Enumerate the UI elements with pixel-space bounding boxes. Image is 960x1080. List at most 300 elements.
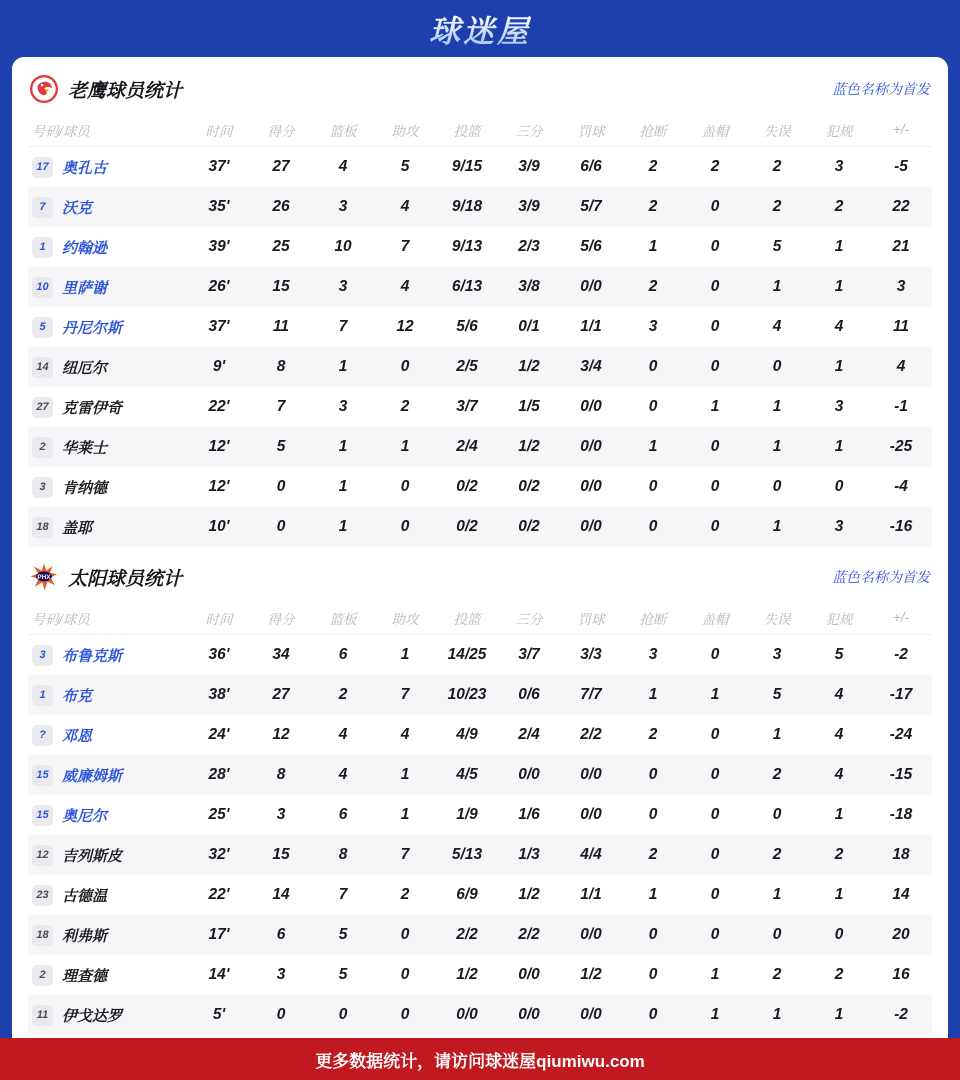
stat-value: -2	[894, 1006, 908, 1023]
player-name[interactable]: 盖耶	[62, 519, 93, 537]
column-header: 罚球	[577, 611, 605, 627]
stat-value: -5	[894, 158, 908, 175]
player-row[interactable]	[28, 347, 932, 387]
stat-value: 3/7	[456, 398, 478, 415]
stat-value: 0/2	[518, 478, 540, 495]
stat-value: 36'	[208, 646, 230, 663]
stat-value: 9/18	[451, 198, 483, 215]
player-name[interactable]: 里萨谢	[62, 279, 108, 297]
column-header: +/-	[892, 610, 910, 625]
stat-value: 4/5	[456, 766, 478, 783]
stat-value: 10'	[208, 518, 230, 535]
stat-value: 1	[834, 1006, 844, 1023]
player-cell[interactable]	[28, 685, 188, 706]
jersey-number-badge: 27	[32, 397, 53, 418]
jersey-number-badge: 7	[32, 197, 53, 218]
jersey-number-badge: 11	[32, 1005, 53, 1026]
stat-value: 2/3	[518, 238, 540, 255]
stat-value: 2	[772, 966, 782, 983]
stat-value: 4	[400, 278, 410, 295]
player-name[interactable]: 古德温	[62, 887, 108, 905]
player-row[interactable]	[28, 755, 932, 795]
stat-value: 0	[400, 966, 410, 983]
stat-value: 5/13	[451, 846, 483, 863]
jersey-number-badge: 18	[32, 517, 53, 538]
stat-value: 1/3	[518, 846, 540, 863]
column-header: 抢断	[639, 123, 667, 139]
stat-value: 12'	[208, 438, 230, 455]
stat-value: 0	[648, 766, 658, 783]
stat-value: 1	[710, 1006, 720, 1023]
stat-value: -16	[889, 518, 913, 535]
player-name[interactable]: 布克	[62, 687, 93, 705]
hawks-section-title: 老鹰球员统计	[68, 80, 183, 102]
player-cell[interactable]	[28, 1005, 188, 1026]
stat-value: 22'	[208, 398, 230, 415]
player-name[interactable]: 威廉姆斯	[62, 767, 123, 785]
starter-legend: 蓝色名称为首发	[832, 569, 930, 585]
stat-value: 0/2	[456, 518, 478, 535]
stat-value: 8	[338, 846, 348, 863]
site-logo: 球迷屋	[429, 6, 531, 51]
player-name[interactable]: 奥尼尔	[62, 807, 108, 825]
player-name[interactable]: 丹尼尔斯	[62, 319, 123, 337]
stat-value: 5/6	[580, 238, 602, 255]
stat-value: 1	[834, 358, 844, 375]
stat-value: -18	[889, 806, 913, 823]
stat-value: 11	[892, 318, 910, 335]
stat-value: 0	[772, 926, 782, 943]
jersey-number-badge: 14	[32, 357, 53, 378]
stat-value: 4	[400, 198, 410, 215]
player-cell[interactable]	[28, 925, 188, 946]
stat-value: 0/0	[580, 518, 602, 535]
player-cell[interactable]	[28, 477, 188, 498]
column-header: 三分	[515, 611, 543, 627]
hawks-section-header	[28, 59, 932, 113]
stat-value: 0	[400, 478, 410, 495]
player-name[interactable]: 理查德	[62, 967, 108, 985]
stat-value: 1	[772, 518, 782, 535]
stat-value: 5/7	[580, 198, 602, 215]
player-name[interactable]: 约翰逊	[62, 239, 108, 257]
column-header: 失误	[763, 123, 791, 139]
stat-value: 3	[338, 198, 348, 215]
player-name[interactable]: 纽厄尔	[62, 359, 108, 377]
stat-value: 3	[834, 398, 844, 415]
stat-value: 5	[772, 686, 782, 703]
stat-value: 2	[400, 398, 410, 415]
stat-value: 7	[338, 318, 348, 335]
stat-value: 2/2	[456, 926, 478, 943]
jersey-number-badge: 17	[32, 157, 53, 178]
column-header: 号码/球员	[32, 611, 90, 627]
stat-value: 0	[648, 398, 658, 415]
stat-value: -1	[894, 398, 908, 415]
column-header-row	[28, 601, 932, 635]
player-name[interactable]: 奥孔古	[62, 159, 108, 177]
stat-value: 4/9	[456, 726, 478, 743]
stat-value: 27	[272, 158, 290, 175]
stat-value: -2	[894, 646, 908, 663]
stat-value: 37'	[208, 158, 230, 175]
jersey-number-badge: ?	[32, 725, 53, 746]
stat-value: 9'	[212, 358, 226, 375]
footer-bar	[0, 1038, 960, 1080]
player-cell[interactable]	[28, 645, 188, 666]
player-cell[interactable]	[28, 197, 188, 218]
stat-value: 35'	[208, 198, 230, 215]
player-row[interactable]	[28, 835, 932, 875]
stat-value: 0/0	[580, 806, 602, 823]
stat-value: 3/9	[518, 198, 540, 215]
stat-value: 8	[276, 766, 286, 783]
player-row[interactable]	[28, 715, 932, 755]
stats-card	[12, 57, 948, 1038]
column-header: 罚球	[577, 123, 605, 139]
stat-value: -25	[889, 438, 913, 455]
hawks-stats-section	[28, 59, 932, 547]
stat-value: 14	[272, 886, 290, 903]
player-name[interactable]: 克雷伊奇	[62, 399, 123, 417]
stat-value: 4	[772, 318, 782, 335]
stat-value: 1	[338, 438, 348, 455]
stat-value: 37'	[208, 318, 230, 335]
jersey-number-badge: 15	[32, 805, 53, 826]
column-header: 投篮	[453, 611, 481, 627]
stat-value: 1	[710, 686, 720, 703]
stat-value: 2/4	[518, 726, 540, 743]
stat-value: 5'	[212, 1006, 226, 1023]
stat-value: 3/7	[518, 646, 540, 663]
stat-value: 5	[400, 158, 410, 175]
player-row[interactable]	[28, 307, 932, 347]
player-name[interactable]: 吉列斯皮	[62, 847, 123, 865]
stat-value: 17'	[208, 926, 230, 943]
stat-value: 26'	[208, 278, 230, 295]
stat-value: 1	[772, 726, 782, 743]
player-cell[interactable]	[28, 765, 188, 786]
player-row[interactable]	[28, 995, 932, 1035]
stat-value: 2	[772, 158, 782, 175]
stat-value: 32'	[208, 846, 230, 863]
stat-value: 9/15	[451, 158, 483, 175]
stat-value: 1	[710, 398, 720, 415]
player-row[interactable]	[28, 227, 932, 267]
player-cell[interactable]	[28, 965, 188, 986]
stat-value: 20	[892, 926, 910, 943]
player-cell[interactable]	[28, 237, 188, 258]
stat-value: 3	[834, 518, 844, 535]
stat-value: 7	[400, 238, 410, 255]
player-cell[interactable]	[28, 805, 188, 826]
stat-value: 2	[400, 886, 410, 903]
stat-value: 6/9	[456, 886, 478, 903]
player-name[interactable]: 肯纳德	[62, 479, 108, 497]
stat-value: 0	[710, 438, 720, 455]
stat-value: 0	[276, 518, 286, 535]
stat-value: 2	[648, 846, 658, 863]
stat-value: 1/2	[518, 438, 540, 455]
stat-value: 1	[772, 438, 782, 455]
stat-value: 2	[834, 846, 844, 863]
player-row[interactable]	[28, 915, 932, 955]
stat-value: 1	[772, 278, 782, 295]
player-cell[interactable]	[28, 357, 188, 378]
column-header: 抢断	[639, 611, 667, 627]
stat-value: 1	[772, 398, 782, 415]
stat-value: 2	[710, 158, 720, 175]
stat-value: 0	[648, 926, 658, 943]
player-row[interactable]	[28, 675, 932, 715]
stat-value: 0	[648, 1006, 658, 1023]
stat-value: 0	[338, 1006, 348, 1023]
stat-value: 1	[834, 886, 844, 903]
stat-value: 5	[338, 926, 348, 943]
player-name[interactable]: 沃克	[62, 199, 93, 217]
player-row[interactable]	[28, 875, 932, 915]
player-row[interactable]	[28, 507, 932, 547]
player-row[interactable]	[28, 187, 932, 227]
jersey-number-badge: 2	[32, 965, 53, 986]
stat-value: 6	[276, 926, 286, 943]
stat-value: 25	[272, 238, 290, 255]
column-header: 得分	[267, 123, 295, 139]
jersey-number-badge: 1	[32, 685, 53, 706]
stat-value: 7	[276, 398, 286, 415]
stat-value: 14	[892, 886, 910, 903]
player-row[interactable]	[28, 467, 932, 507]
stat-value: 1	[338, 358, 348, 375]
stat-value: 1/2	[580, 966, 602, 983]
stat-value: 0	[710, 886, 720, 903]
stat-value: 3	[276, 966, 286, 983]
stat-value: 1	[710, 966, 720, 983]
stat-value: 34	[272, 646, 290, 663]
player-row[interactable]	[28, 635, 932, 675]
stat-value: 0/0	[580, 766, 602, 783]
player-row[interactable]	[28, 147, 932, 187]
jersey-number-badge: 23	[32, 885, 53, 906]
stat-value: 2	[648, 198, 658, 215]
stat-value: 3	[834, 158, 844, 175]
stat-value: 1/6	[518, 806, 540, 823]
player-name[interactable]: 邓恩	[62, 727, 93, 745]
stat-value: 2	[772, 846, 782, 863]
player-cell[interactable]	[28, 437, 188, 458]
stat-value: 0	[710, 726, 720, 743]
stat-value: 1	[338, 518, 348, 535]
stat-value: 10/23	[447, 686, 487, 703]
player-name[interactable]: 利弗斯	[62, 927, 108, 945]
stat-value: 3	[276, 806, 286, 823]
player-cell[interactable]	[28, 317, 188, 338]
stat-value: 1	[648, 886, 658, 903]
stat-value: 12	[396, 318, 414, 335]
stat-value: 16	[892, 966, 910, 983]
player-name[interactable]: 华莱士	[62, 439, 108, 457]
stat-value: 2/5	[456, 358, 478, 375]
stat-value: 26	[272, 198, 290, 215]
stat-value: -17	[889, 686, 913, 703]
player-row[interactable]	[28, 795, 932, 835]
column-header: 得分	[267, 611, 295, 627]
stat-value: 1	[772, 1006, 782, 1023]
stat-value: 3	[648, 646, 658, 663]
stat-value: 7	[338, 886, 348, 903]
stat-value: 0/0	[518, 766, 540, 783]
stat-value: 21	[892, 238, 910, 255]
stat-value: 7	[400, 846, 410, 863]
stat-value: 0	[710, 238, 720, 255]
stat-value: 1/1	[580, 886, 602, 903]
stat-value: 1	[648, 438, 658, 455]
stat-value: 5	[276, 438, 286, 455]
player-row[interactable]	[28, 267, 932, 307]
suns-logo-icon	[30, 563, 58, 591]
stat-value: 10	[334, 238, 352, 255]
stat-value: 1	[648, 686, 658, 703]
player-cell[interactable]	[28, 157, 188, 178]
stat-value: 0/0	[580, 926, 602, 943]
stat-value: 1/2	[456, 966, 478, 983]
stat-value: 0/0	[580, 438, 602, 455]
stat-value: 4/4	[580, 846, 602, 863]
player-cell[interactable]	[28, 725, 188, 746]
stat-value: 2	[834, 198, 844, 215]
stat-value: 0	[648, 518, 658, 535]
player-name[interactable]: 布鲁克斯	[62, 647, 123, 665]
stat-value: 2	[772, 198, 782, 215]
column-header: 盖帽	[701, 123, 729, 139]
stat-value: 1	[400, 646, 410, 663]
player-cell[interactable]	[28, 397, 188, 418]
column-header: 助攻	[391, 611, 419, 627]
stat-value: 15	[272, 278, 290, 295]
column-header: 时间	[205, 123, 233, 139]
column-header: 三分	[515, 123, 543, 139]
stat-value: 24'	[208, 726, 230, 743]
column-header: 时间	[205, 611, 233, 627]
stat-value: 0	[710, 766, 720, 783]
stat-value: 0	[710, 806, 720, 823]
stat-value: 4	[400, 726, 410, 743]
stat-value: 1	[400, 438, 410, 455]
jersey-number-badge: 3	[32, 645, 53, 666]
svg-text:PHX: PHX	[37, 573, 51, 581]
column-header: 号码/球员	[32, 123, 90, 139]
stat-value: 5	[834, 646, 844, 663]
stat-value: 0	[710, 518, 720, 535]
jersey-number-badge: 18	[32, 925, 53, 946]
player-cell[interactable]	[28, 277, 188, 298]
stat-value: 1/1	[580, 318, 602, 335]
stat-value: -15	[889, 766, 913, 783]
stat-value: 0	[710, 318, 720, 335]
stat-value: 0	[710, 278, 720, 295]
stat-value: 0	[400, 518, 410, 535]
stat-value: 12	[272, 726, 290, 743]
stat-value: 0	[648, 478, 658, 495]
suns-stats-section	[28, 547, 932, 1035]
stat-value: 6	[338, 646, 348, 663]
stat-value: 15	[272, 846, 290, 863]
player-row[interactable]	[28, 955, 932, 995]
stat-value: 0	[648, 806, 658, 823]
column-header: 篮板	[329, 123, 357, 139]
suns-section-header	[28, 547, 932, 601]
jersey-number-badge: 15	[32, 765, 53, 786]
stat-value: 6/13	[451, 278, 483, 295]
stat-value: 1	[400, 766, 410, 783]
stat-value: 0/2	[456, 478, 478, 495]
stat-value: 0	[772, 358, 782, 375]
player-cell[interactable]	[28, 845, 188, 866]
stat-value: 1	[400, 806, 410, 823]
stat-value: 2	[648, 726, 658, 743]
column-header: 犯规	[825, 611, 853, 627]
stat-value: 1/2	[518, 358, 540, 375]
stat-value: 3	[338, 278, 348, 295]
stat-value: 0/0	[580, 278, 602, 295]
stat-value: 22'	[208, 886, 230, 903]
stat-value: 2/4	[456, 438, 478, 455]
stat-value: 0	[834, 478, 844, 495]
stat-value: 0	[834, 926, 844, 943]
suns-section-title: 太阳球员统计	[68, 568, 183, 590]
stat-value: 11	[272, 318, 290, 335]
stat-value: 14'	[208, 966, 230, 983]
stat-value: -4	[894, 478, 908, 495]
stat-value: 0	[400, 926, 410, 943]
stat-value: 0/0	[580, 398, 602, 415]
stat-value: 18	[892, 846, 910, 863]
player-name[interactable]: 伊戈达罗	[62, 1007, 123, 1025]
stat-value: 0	[710, 846, 720, 863]
hawks-logo-icon	[30, 75, 58, 103]
footer-promo-text[interactable]: 更多数据统计，请访问球迷屋qiumiwu.com	[315, 1051, 645, 1071]
starter-legend: 蓝色名称为首发	[832, 81, 930, 97]
stat-value: 3	[896, 278, 906, 295]
stat-value: 7/7	[580, 686, 602, 703]
stat-value: 1	[834, 278, 844, 295]
stat-value: 27	[272, 686, 290, 703]
stat-value: 1	[834, 806, 844, 823]
stat-value: 6	[338, 806, 348, 823]
stat-value: 12'	[208, 478, 230, 495]
stat-value: 3/4	[580, 358, 602, 375]
top-banner	[0, 0, 960, 57]
stat-value: 4	[338, 158, 348, 175]
stat-value: 3/8	[518, 278, 540, 295]
player-cell[interactable]	[28, 517, 188, 538]
column-header: 助攻	[391, 123, 419, 139]
player-cell[interactable]	[28, 885, 188, 906]
stat-value: 0	[400, 1006, 410, 1023]
stat-value: 0	[710, 358, 720, 375]
stat-value: 7	[400, 686, 410, 703]
stat-value: 5/6	[456, 318, 478, 335]
player-row[interactable]	[28, 427, 932, 467]
stat-value: -24	[889, 726, 913, 743]
jersey-number-badge: 2	[32, 437, 53, 458]
stat-value: 1	[834, 438, 844, 455]
stat-value: 25'	[208, 806, 230, 823]
stat-value: 0	[710, 198, 720, 215]
stat-value: 2	[834, 966, 844, 983]
player-row[interactable]	[28, 387, 932, 427]
stat-value: 22	[892, 198, 910, 215]
